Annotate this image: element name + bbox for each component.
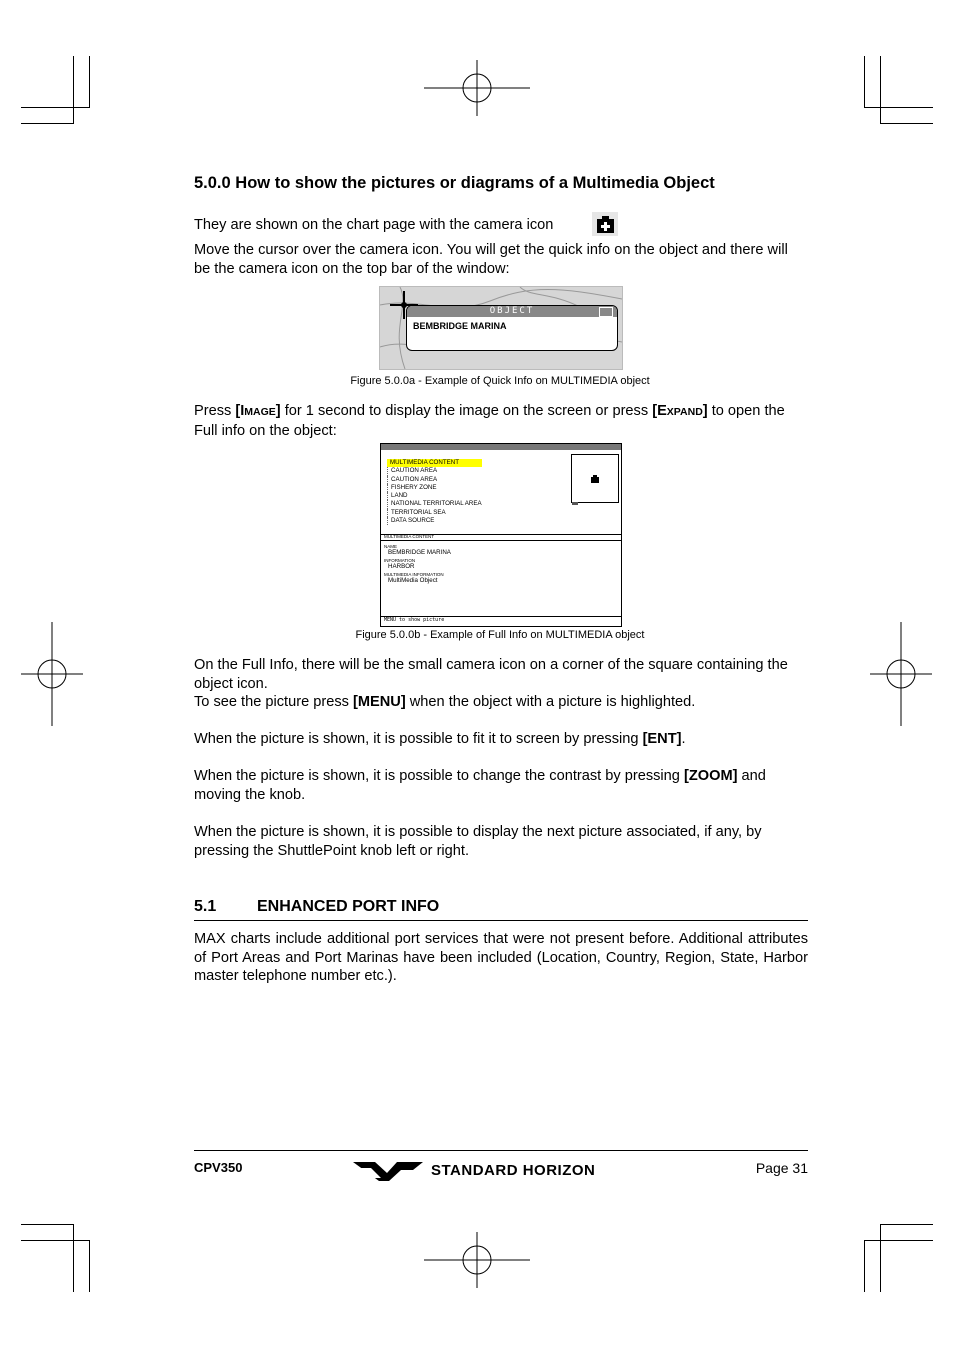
name-value: BEMBRIDGE MARINA [388,549,451,556]
registration-mark-bottom [424,1232,530,1288]
figure-caption-b: Figure 5.0.0b - Example of Full Info on MULTIMEDIA object [355,629,645,641]
full-info-title-bar [381,444,621,450]
registration-mark-left [21,622,83,726]
info-label: INFORMATION [384,558,416,563]
paragraph-next-picture: When the picture is shown, it is possible to display the next picture associated, if any, by pressing the ShuttlePoint knob left or right. [194,824,762,859]
figure-caption-a: Figure 5.0.0a - Example of Quick Info on MULTIMEDIA object [350,375,650,387]
quick-info-name: BEMBRIDGE MARINA [413,321,507,331]
section-title-5-1 [194,898,808,921]
paragraph-zoom: When the picture is shown, it is possible to change the contrast by pressing [ZOOM] and moving the knob. [194,768,766,803]
tree-item: MULTIMEDIA CONTENT [387,459,482,467]
quick-info-window [406,305,618,351]
object-icon-box [571,454,619,503]
section-title: ENHANCED PORT INFO [257,898,440,915]
paragraph-text: They are shown on the chart page with the camera icon [194,217,554,233]
tree-item: CAUTION AREA [387,476,482,484]
paragraph-press-image: Press [IMAGE] for 1 second to display the image on the screen or press [EXPAND] to open the Full info on the object: [194,403,785,439]
footer-page-number: Page 31 [755,1160,808,1176]
brand-logo-mark-icon [353,1160,427,1182]
section-heading: 5.0.0 How to show the pictures or diagrams of a Multimedia Object [194,174,715,192]
tree-item: LAND [387,492,482,500]
quick-info-title: OBJECT [489,306,535,316]
tree-item: DATA SOURCE [387,517,482,525]
footer-rule [194,1150,808,1151]
tree-item: TERRITORIAL SEA [387,509,482,517]
tree-item: FISHERY ZONE [387,484,482,492]
brand-logo-text: STANDARD HORIZON [431,1162,596,1179]
full-info-footer: MENU to show picture [384,617,445,623]
brand-logo [353,1160,653,1182]
figure-quick-info [379,286,623,370]
paragraph-menu: To see the picture press [MENU] when the object with a picture is highlighted. [194,694,696,710]
paragraph-move-cursor: Move the cursor over the camera icon. You will get the quick info on the object and there will be the camera icon on the top bar of the window: [194,242,788,277]
mm-value: MultiMedia Object [388,577,438,584]
mm-label: MULTIMEDIA INFORMATION [384,572,444,577]
paragraph-max-charts: MAX charts include additional port services that were not present before. Additional attributes of Port Areas and Port Marinas have been included (Location, Country, Region, State, Harbor master telephone number etc.). [194,931,808,984]
paragraph-camera-icon [194,216,808,235]
camera-icon [592,212,618,236]
paragraph-ent: When the picture is shown, it is possible to fit it to screen by pressing [ENT]. [194,731,686,747]
camera-icon [572,502,578,505]
camera-icon [590,474,600,484]
tree-item: NATIONAL TERRITORIAL AREA [387,500,482,508]
info-value: HARBOR [388,563,415,570]
registration-mark-top [424,60,530,116]
figure-full-info [380,443,622,627]
name-label: NAME [384,544,398,549]
camera-icon [599,307,613,317]
paragraph-full-info: On the Full Info, there will be the small camera icon on a corner of the square containing the object icon. [194,657,788,692]
registration-mark-right [870,622,932,726]
object-tree [387,459,482,525]
section-number: 5.1 [194,898,217,915]
tree-item: CAUTION AREA [387,467,482,475]
footer-model: CPV350 [194,1160,243,1175]
full-info-section: MULTIMEDIA CONTENT [384,534,435,539]
